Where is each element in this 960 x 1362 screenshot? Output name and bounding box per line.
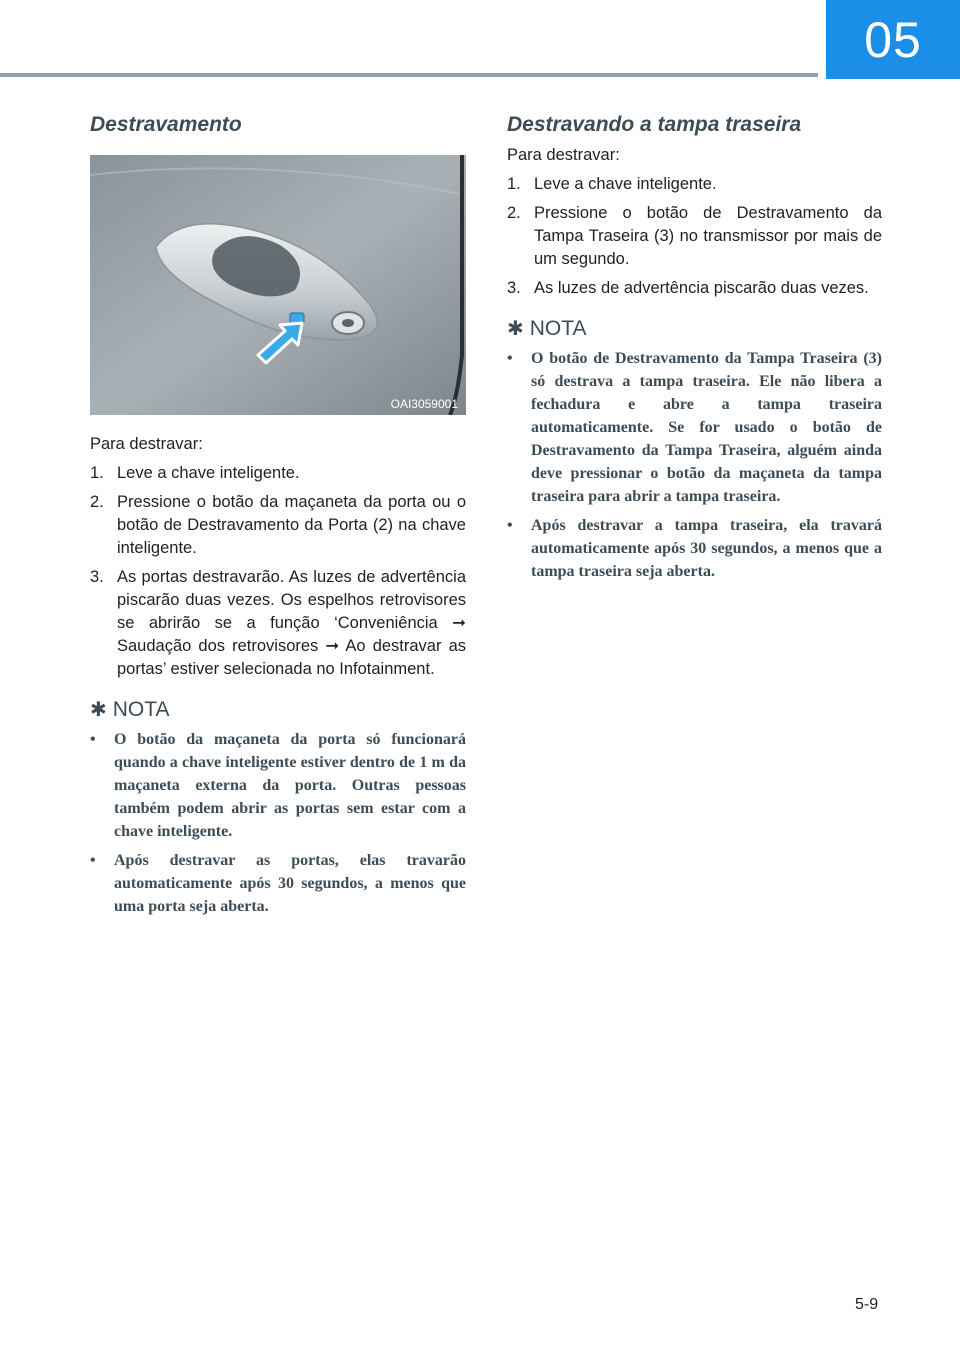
steps-list [507, 173, 882, 300]
step-text: As luzes de advertência piscarão duas vezes. [534, 279, 869, 297]
bullet-icon: • [507, 517, 513, 534]
step-text: Pressione o botão da maçaneta da porta ou o botão de Destravamento da Porta (2) na chave inteligente. [117, 493, 466, 557]
step-number: 1. [507, 175, 521, 193]
page-number: 5-9 [855, 1296, 879, 1313]
note-title: NOTA [112, 697, 170, 721]
note-text: O botão de Destravamento da Tampa Traseira (3) só destrava a tampa traseira. Ele não libera a fechadura e abre a tampa traseira automaticamente. Se for usado o botão de Destravamento da Tampa Traseira, alguém ainda deve pressionar o botão da maçaneta da tampa traseira para abrir a tampa traseira. [531, 350, 882, 505]
step-number: 3. [90, 568, 104, 586]
step-number: 1. [90, 464, 104, 482]
note-item [507, 347, 882, 508]
door-handle-illustration [90, 155, 466, 415]
step-item [90, 462, 466, 485]
step-number: 2. [90, 493, 104, 511]
step-item [507, 173, 882, 196]
note-text: O botão da maçaneta da porta só funcionará quando a chave inteligente estiver dentro de 1 m da maçaneta externa da porta. Outras pessoas também podem abrir as portas sem estar com a chave inteligente. [114, 731, 466, 840]
note-text: Após destravar a tampa traseira, ela travará automaticamente após 30 segundos, a menos que a tampa traseira seja aberta. [531, 517, 882, 580]
note-text: Após destravar as portas, elas travarão automaticamente após 30 segundos, a menos que uma porta seja aberta. [114, 852, 466, 915]
step-text: Leve a chave inteligente. [534, 175, 717, 193]
step-text: Pressione o botão de Destravamento da Tampa Traseira (3) no transmissor por mais de um segundo. [534, 204, 882, 268]
step-number: 2. [507, 204, 521, 222]
bullet-icon: • [90, 731, 96, 748]
step-number: 3. [507, 279, 521, 297]
chapter-tab: 05 [826, 0, 960, 79]
section-title-tampa-traseira: Destravando a tampa traseira [507, 113, 802, 136]
left-column [90, 108, 466, 924]
figure-code: OAI3059001 [390, 397, 458, 411]
intro-text: Para destravar: [90, 435, 203, 453]
note-item [90, 728, 466, 843]
bullet-icon: • [90, 852, 96, 869]
step-item [90, 491, 466, 560]
bullet-icon: • [507, 350, 513, 367]
door-handle-drawing [90, 155, 466, 415]
asterisk-icon: ✱ [507, 318, 524, 340]
right-column [507, 108, 882, 589]
header-rule [0, 73, 818, 77]
note-item [507, 514, 882, 583]
asterisk-icon: ✱ [90, 699, 107, 721]
intro-text: Para destravar: [507, 146, 620, 164]
section-title-destravamento: Destravamento [90, 113, 242, 136]
steps-list [90, 462, 466, 681]
step-item [507, 277, 882, 300]
step-text: As portas destravarão. As luzes de advertência piscarão duas vezes. Os espelhos retrovisores se abrirão se a função ‘Conveniência ➞ Saudação dos retrovisores ➞ Ao destravar as portas’ estiver selecionada no Infotainment. [117, 568, 466, 678]
note-heading [507, 316, 882, 341]
step-item [90, 566, 466, 681]
note-title: NOTA [529, 316, 587, 340]
step-text: Leve a chave inteligente. [117, 464, 300, 482]
note-list [90, 728, 466, 918]
step-item [507, 202, 882, 271]
note-heading [90, 697, 466, 722]
note-item [90, 849, 466, 918]
note-list [507, 347, 882, 583]
